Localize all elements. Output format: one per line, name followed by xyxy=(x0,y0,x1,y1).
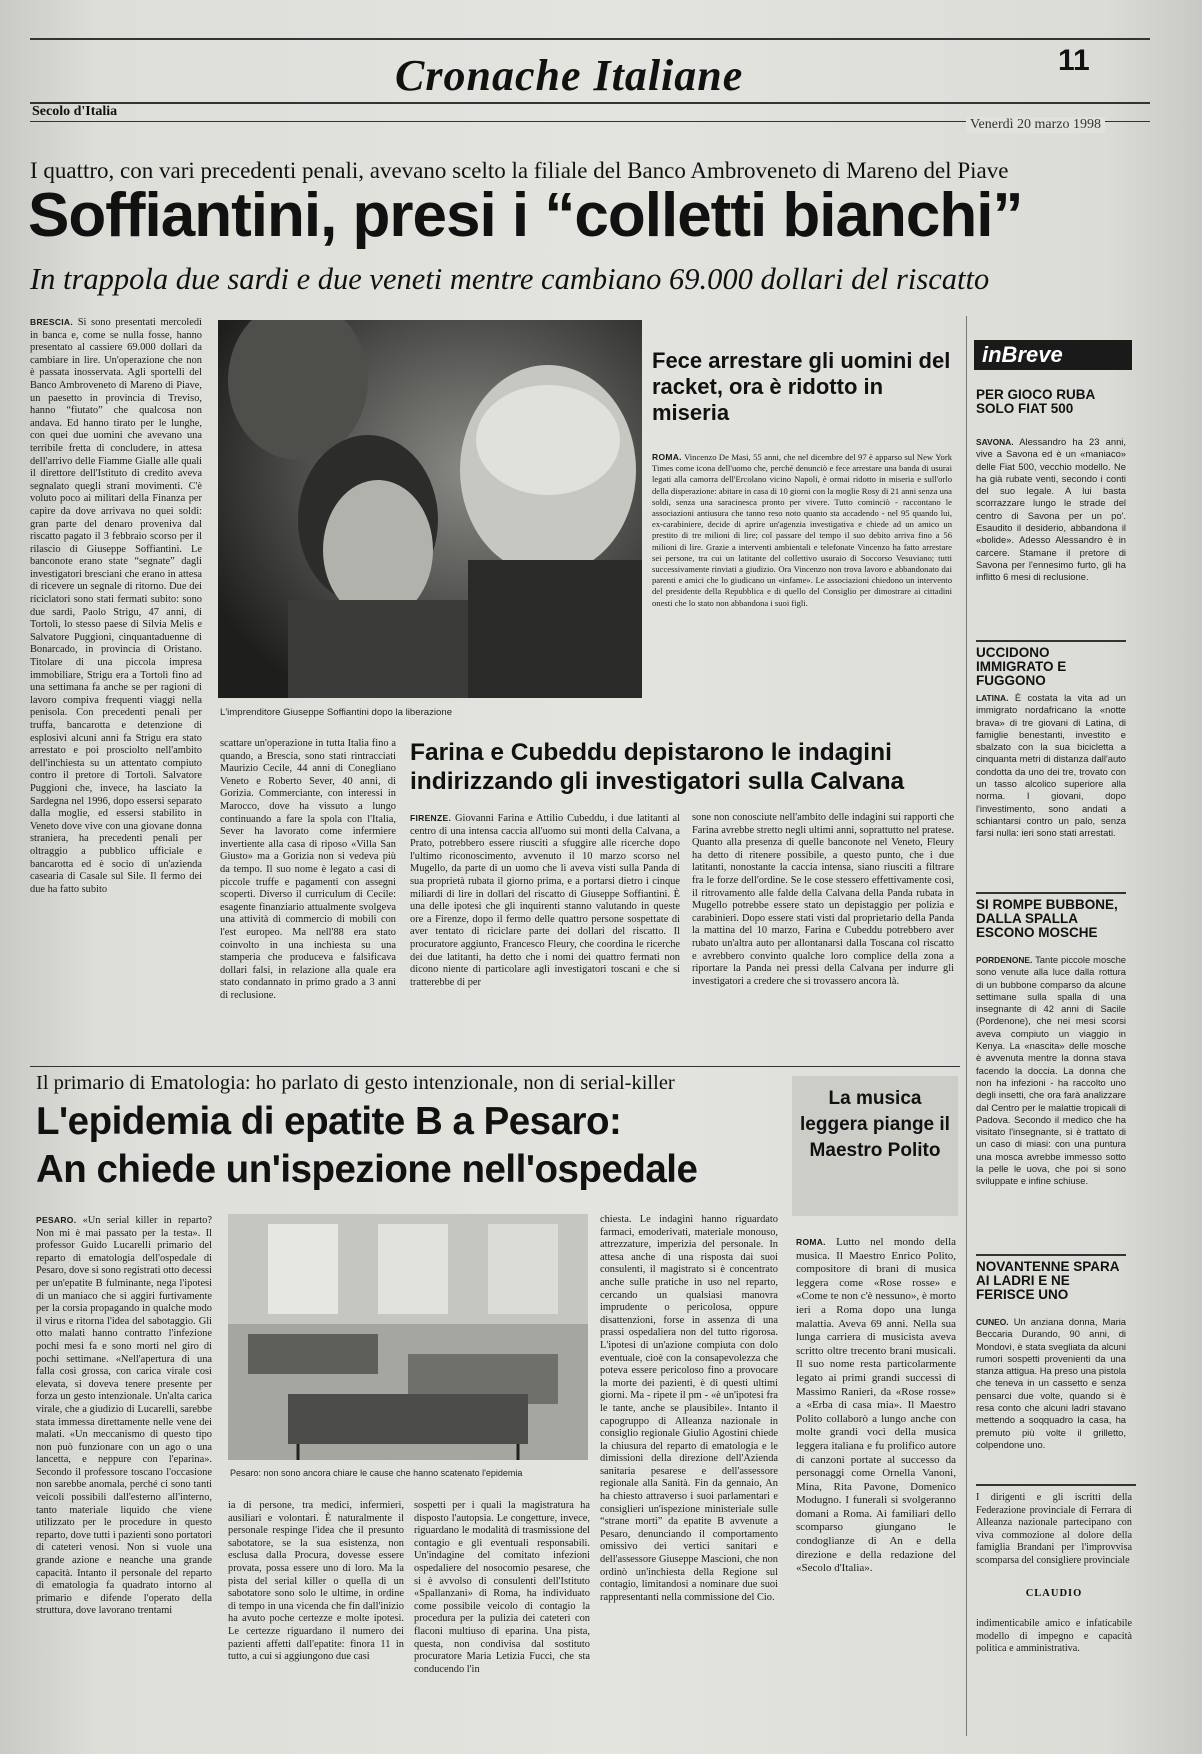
obituary-rule xyxy=(976,1484,1136,1486)
brief-3-body: Tante piccole mosche sono venute alla luce dalla rottura di un bubbone comparso da alcune settimane sulla spalla di una insegnante di 42 anni di Sacile (Pordenone), che nei mesi scorsi aveva compiuto un viaggio in Kenya. La «nascita» delle mosche è avvenuta mentre la donna stava facendo la doccia. La donna che non ha infezioni - ha raccolto uno degli insetti, che ora farà analizzare dal Centro per le malattie tropicali di Padova. Secondo il medico che ha visitato l'insegnante, si è trattato di un caso di miasi: con una puntura una mosca avrebbe immesso sotto la pelle le uova, che poi si sono sviluppate e infine schiuse. xyxy=(976,954,1126,1187)
obituary-name: CLAUDIO xyxy=(1025,1588,1083,1599)
sidebar-divider xyxy=(966,316,967,1736)
lead-column-2 xyxy=(220,738,396,1060)
epatite-headline-1: L'epidemia di epatite B a Pesaro: xyxy=(36,1100,622,1143)
brief-3-text xyxy=(976,954,1126,1246)
calvana-dateline: FIRENZE. xyxy=(410,813,452,823)
polito-text: Lutto nel mondo della musica. Il Maestro Enrico Polito, compositore di brani di musica leggera come «Rose rosse» e «Come te non c'è nessuno», è morto ieri a Roma dopo una lunga malattia. Aveva 69 anni. Nella sua lunga carriera di musicista aveva scritto oltre trecento brani musicali. Il suo nome resta particolarmente legato ai primi grandi successi di Massimo Ranieri, da «Rose rosse» a «Erba di casa mia». Il Maestro Polito collaborò a lungo anche con molte grandi voci della musica leggera italiana e fu prolifico autore di canzoni portate al successo da personaggi come Ornella Vanoni, Mina, Rita Pavone, Domenico Modugno. I funerali si svolgeranno domani a Roma. Ai familiari dello scomparso giungano le condoglianze di An e della direzione e della redazione del «Secolo d'Italia». xyxy=(796,1236,956,1575)
epatite-body-4: chiesta. Le indagini hanno riguardato farmaci, emoderivati, materiale monouso, attrezzature, imperizia del personale. In attesa anche di una risposta dai suoi consulenti, il magistrato si è concentrato anche sulle pratiche in uso nel reparto, cercando un qualsiasi manovra imprudente o pericolosa, oppure disattenzioni, forse in assenza di una prassi ospedaliera non del tutto rigorosa. L'ipotesi di un'azione compiuta con dolo eventuale, cioè con la consapevolezza che poteva essere pericoloso fino a provocare la morte dei pazienti, è di questi ultimi giorni. Ma - ripete il pm - «è un'ipotesi fra le tante, anche se plausibile». Intanto il capogruppo di Alleanza nazionale in consiglio regionale Giulio Agostini chiede la chiusura del reparto di ematologia e le dimissioni della direzione dell'Azienda sanitaria pesarese e dell'assessore regionale alla Sanità. Fin da gennaio, An ha chiesto attraverso i suoi parlamentari e consiglieri un'ispezione ministeriale sulle “strane morti” da epatite B avvenute a Pesaro, denunciando il comportamento omissivo dei vertici sanitari e dell'assessore Giuseppe Mascioni, che non ordinò un'inchiesta della Regione sul contagio, limitandosi a nominare due suoi rappresentanti nella commissione del Cio. xyxy=(600,1214,778,1603)
lead-kicker: I quattro, con vari precedenti penali, avevano scelto la filiale del Banco Ambroveneto di Mareno del Piave xyxy=(30,158,1009,183)
brief-3-title: SI ROMPE BUBBONE, DALLA SPALLA ESCONO MOSCHE xyxy=(976,897,1118,940)
lead-body-2: scattare un'operazione in tutta Italia fino a quando, a Brescia, sono stati rintracciati Maurizio Cecile, 44 anni di Conegliano Veneto e Roberto Sever, 40 anni, di Gorizia. Commerciante, con interessi in Marocco, dove ha vissuto a lungo continuando a fare la spola con l'Italia, Sever ha lavorato come infermiere invertiente alla casa di riposo «Villa San Giusto» ma a Gorizia non si vedeva più da tempo. Il suo nome è legato a casi di piccole truffe e pagamenti con assegni scoperti. Diverso il curriculum di Cecile: esagente finanziario attualmente svolgeva una attività di commercio di mobili con l'est europeo. Ma nell'88 era stato coinvolto in una inchiesta su una stamperia che produceva e falsificava dollari falsi, in relazione alla quale era stato condannato in primo grado a 3 anni di reclusione. xyxy=(220,738,396,1001)
masthead-rule-mid xyxy=(30,102,1150,104)
obituary-body-2: indimenticabile amico e infaticabile modello di impegno e capacità politica e amministrativa. xyxy=(976,1618,1132,1655)
calvana-body-2: sone non conosciute nell'ambito delle indagini sui rapporti che Farina avrebbe stretto negli ultimi anni, soprattutto nel pratese. Quanto alla presenza di quelle banconote nel Veneto, Fleury ha detto di ritenere possibile, a questo punto, che i due latitanti, nonostante la caccia intensa, siano riusciti a filtrare fra le forze dell'ordine. Se le cose stessero effettivamente così, il ritrovamento alle falde della Calvana della Panda rubata in Mugello potrebbe essere stato un depistaggio per polizia e carabinieri. Dopo essere stati visti dal proprietario della Panda la mattina del 10 marzo, Farina e Cubeddu potrebbero aver rubato un'altra auto per allontanarsi dalla Toscana col riscatto e avrebbero convinto qualche loro complice della zona a riportare la Panda nei pressi della Calvana per indurre gli investigatori a credere che si trovassero ancora là. xyxy=(692,812,954,987)
polito-body xyxy=(796,1236,956,1734)
brief-1-text xyxy=(976,436,1126,630)
obituary-text-2 xyxy=(976,1618,1132,1670)
brief-1-body: Alessandro ha 23 anni, vive a Savona ed è un «maniaco» delle Fiat 500, vecchio modello. Ne ha già rubate venti, secondo i conti del suo legale. A lui basta scorrazzare lungo le strade del centro di Savona per un po'. Esaudito il desiderio, abbandona il «bolide». Adesso Alessandro è in carcere. Stamane il pretore di Savona per l'ennesimo furto, gli ha inflitto 6 mesi di reclusione. xyxy=(976,436,1126,583)
brief-rule-1 xyxy=(976,640,1126,642)
epatite-body-2: ia di persone, tra medici, infermieri, ausiliari e volontari. È naturalmente il personale respinge l'idea che il presunto sabotatore, se la sua esistenza, non esclusa dalla Procura, dovesse essere provata, possa essere uno di loro. Ma la pista del serial killer o quella di un sabotatore sono solo le ultime, in ordine di tempo in una vicenda che fin dall'inizio ha avuto poche certezze e molte ipotesi. Le certezze riguardano il numero dei pazienti affetti dall'epatite: finora 11 in tutto, a cui si aggiungono due casi xyxy=(228,1500,404,1663)
polito-dateline: ROMA. xyxy=(796,1237,826,1247)
epatite-column-4 xyxy=(600,1214,778,1734)
lead-body-1: Si sono presentati mercoledì in banca e, come se nulla fosse, hanno presentato al cassiere 69.000 dollari da cambiare in lire. Un'operazione che non è passata inosservata. Agli sportelli del Banco Ambroveneto di Mareno di Piave, un paesetto in provincia di Treviso, hanno “fiutato” che qualcosa non andava. Ed hanno tirato per le lunghe, con quei due uomini che avevano una terribile fretta di concludere, in attesa dell'arrivo delle Fiamme Gialle alle quali il direttore dell'Istituto di credito aveva segnalato quegli strani movimenti. C'è voluto poco ai militari della Finanza per capire da dove arrivava no quei soldi: gran parte del denaro proveniva dal riscatto pagato il 3 febbraio scorso per il rilascio di Giuseppe Soffiantini. Le banconote erano state “segnate” dagli investigatori bresciani che erano in attesa di ricevere un segnale di ritorno. Due dei riciclatori sono stati fermati subito: sono due sardi, Paolo Strigu, 47 anni, di Tortolì, lo stesso paese di Silvia Melis e Salvatore Puggioni, cinquantaduenne di Bonarcado, in provincia di Oristano. Titolare di una piccola impresa immobiliare, Strigu era a Tortolì fino ad una settimana fa anche se per ragioni di lavoro compiva frequenti viaggi nella penisola. Con precedenti penali per truffa, bancarotta e detenzione di esplosivi alcuni anni fa Strigu era stato arrestato e poi prosciolto nell'ambito dell'inchiesta su un attentato compiuto contro il pretore di Tortolì. Salvatore Puggioni che, invece, ha lasciato la Sardegna nel 1996, dopo essersi separato dalla moglie, ed essersi stabilito in Veneto dove vive con una giovane donna straniera, ha precedenti penali per oltraggio a pubblico ufficiale e bancarotta ed è socio di un'azienda casearia di Casale sul Sile. Il fermo dei due ha fatto subito xyxy=(30,317,202,895)
calvana-headline: Farina e Cubeddu depistarono le indagini indirizzando gli investigatori sulla Calvana xyxy=(410,739,905,795)
lead-headline: Soffiantini, presi i “colletti bianchi” xyxy=(28,181,1023,250)
issue-date: Venerdì 20 marzo 1998 xyxy=(966,117,1105,133)
lead-column-1 xyxy=(30,316,202,1060)
soffiantini-caption: L'imprenditore Giuseppe Soffiantini dopo la liberazione xyxy=(220,707,453,718)
brief-rule-2 xyxy=(976,892,1126,894)
epatite-kicker: Il primario di Ematologia: ho parlato di gesto intenzionale, non di serial-killer xyxy=(36,1072,675,1094)
brief-1-dateline: SAVONA. xyxy=(976,437,1014,447)
soffiantini-photo-image xyxy=(218,320,642,698)
soffiantini-photo xyxy=(218,320,642,698)
epatite-column-2 xyxy=(228,1500,404,1734)
obituary-text xyxy=(976,1492,1132,1582)
brief-2-text xyxy=(976,692,1126,882)
racket-dateline: ROMA. xyxy=(652,452,682,462)
polito-headline: La musica leggera piange il Maestro Polito xyxy=(800,1088,950,1161)
brief-rule-3 xyxy=(976,1254,1126,1256)
section-divider xyxy=(30,1066,960,1067)
epatite-body-3: sospetti per i quali la magistratura ha disposto l'autopsia. Le congetture, invece, riguardano le modalità di trasmissione del contagio e gli eventuali responsabili. Un'indagine del comitato infezioni ospedaliere del nosocomio pesarese, che si è avvolso di consulenti dell'Istituto «Spallanzani» di Roma, ha individuato come possibile veicolo di contagio la procedura per la pulizia dei cateteri con flaconi multiuso di eparina. Una pista, questa, non condivisa dal sostituto procuratore Maria Letizia Fucci, che sta conducendo l'in xyxy=(414,1500,590,1675)
calvana-column-1 xyxy=(410,812,680,1060)
epatite-headline-2: An chiede un'ispezione nell'ospedale xyxy=(36,1148,698,1191)
obituary-body: I dirigenti e gli iscritti della Federazione provinciale di Ferrara di Alleanza nazionale partecipano con viva commozione al dolore della famiglia Brandani per l'improvvisa scomparsa del consigliere provinciale xyxy=(976,1492,1132,1566)
brief-2-dateline: LATINA. xyxy=(976,693,1009,703)
brief-4-title: NOVANTENNE SPARA AI LADRI E NE FERISCE UNO xyxy=(976,1259,1120,1302)
brief-3-dateline: PORDENONE. xyxy=(976,955,1033,965)
in-breve-banner: inBreve xyxy=(974,340,1132,370)
brief-2-body: È costata la vita ad un immigrato nordafricano la «notte brava» di tre giovani di Latina, di famiglie benestanti, investito e sbalzato con la sua bicicletta a cinquanta metri di distanza dall'auto condotta da uno dei tre, trovato con un tasso alcolico superiore alla norma. I giovani, dopo l'investimento, sono andati a schiantarsi contro un palo, senza farsi nulla: ieri sono stati arrestati. xyxy=(976,692,1126,839)
epatite-body-1: «Un serial killer in reparto? Non mi è mai passato per la testa». Il professor Guido Lucarelli primario del reparto di ematologia dell'ospedale di Pesaro, dove si sono registrati otto decessi per un'epatite B fulminante, nega l'ipotesi di un maniaco che si aggiri furtivamente per la corsia propagando in qualche modo il virus e ritorna l'idea del sabotaggio. Gli otto malati hanno contratto l'infezione pochi mesi fa e sono morti nel giro di pochi settimane. «Nell'apertura di una falla così grossa, con carica virale così elevata, si doveva tenere presente per forza un gesto intenzionale. Un'alta carica virale, che a giudizio di Lucarelli, sarebbe stata immessa direttamente nelle vene dei malati. «Un meccanismo di questo tipo non può funzionare con un ago o una lancetta, e neppure con l'eparina». Secondo il professore toscano l'occasione non sarebbe anomala, perché ci sono tanti veicoli possibili dall'esterno all'interno, tanto materiale liquido che viene utilizzato per le procedure in questo reparto, dove tutti i pazienti sono portatori di cateteri venosi. Non si vuole una grande azione e neanche una grande capacità. Intanto il personale del reparto di ematologia fa quadrato intorno al primario e difende l'operato della struttura, dove lavorano trentami xyxy=(36,1215,212,1617)
brief-4-text xyxy=(976,1316,1126,1474)
brief-4-dateline: CUNEO. xyxy=(976,1317,1009,1327)
epatite-dateline: PESARO. xyxy=(36,1215,77,1225)
lead-subhead: In trappola due sardi e due veneti mentre cambiano 69.000 dollari del riscatto xyxy=(30,262,990,296)
section-title: Cronache Italiane xyxy=(395,51,744,100)
lead-dateline: BRESCIA. xyxy=(30,317,74,327)
brief-4-body: Un anziana donna, Maria Beccaria Durando, 90 anni, di Mondovì, è stata svegliata da alcuni rumori sospetti provenienti da una stanza attigua. Ha preso una pistola che teneva in un cassetto e senza pensarci due volte, quando si è resa conto che alcuni ladri stavano mettendo a soqquadro la casa, ha premuto più volte il grilletto, colpendone uno. xyxy=(976,1316,1126,1450)
masthead-rule-top xyxy=(30,38,1150,40)
racket-body xyxy=(652,452,952,696)
paper-name: Secolo d'Italia xyxy=(32,104,118,119)
epatite-column-3 xyxy=(414,1500,590,1734)
brief-2-title: UCCIDONO IMMIGRATO E FUGGONO xyxy=(976,645,1067,688)
page-number: 11 xyxy=(1058,44,1090,77)
racket-headline: Fece arrestare gli uomini del racket, ora è ridotto in miseria xyxy=(652,348,951,425)
brief-1-title: PER GIOCO RUBA SOLO FIAT 500 xyxy=(976,387,1095,416)
calvana-body-1: Giovanni Farina e Attilio Cubeddu, i due latitanti al centro di una intensa caccia all'uomo sui monti della Calvana, a Prato, potrebbero essere riusciti a sfuggire alle ricerche dopo l'ultimo riconoscimento, avvenuto il 10 marzo scorso nel Mugello, da parte di un uomo che li aveva visti sulla Panda di sua proprietà rubata il giorno prima, e a portarsi dietro i cinque miliardi di lire in dollari del riscatto di Giuseppe Soffiantini. È una delle ipotesi che gli inquirenti stanno valutando in queste ore a Firenze, dopo il fermo delle quattro persone sospettate di aver tentato di riciclare parte dei dollari del riscatto. Il procuratore aggiunto, Francesco Fleury, che coordina le ricerche dei due latitanti, ha detto che i nomi dei quattro fermati non dicono niente di particolare agli investigatori toscani e che si tratterebbe di per xyxy=(410,813,680,988)
hospital-photo xyxy=(228,1214,588,1460)
hospital-caption: Pesaro: non sono ancora chiare le cause che hanno scatenato l'epidemia xyxy=(230,1468,523,1478)
racket-text: Vincenzo De Masi, 55 anni, che nel dicembre del 97 è apparso sul New York Times come icona dell'uomo che, perché denunciò e fece arrestare una banda di usurai legati alla camorra dell'Ercolano vicino Napoli, è ormai ridotto in miseria e sull'orlo della disperazione: abitare in casa di 10 giorni con la moglie Rosy di 21 anni senza una soldi, senza una saracinesca pronto per vivere. Tutto cominciò - raccontano le associazioni antiusura che tanno reso noto quanto sta accadendo - nel 95 quando lui, ex-carabiniere, decide di aprire un'agenzia investigativa e chiede ad un amico un prestito di tre milioni di lire; col passare del tempo il suo debito arriva fino a 56 milioni di lire. Grazie a interventi ambientali e telefonate Vincenzo ha fatto arrestare sei persone, tra cui un latitante del collettivo usuraio di Soccorso Vesuviano; tutti successivamente rinviati a giudizio. Ora Vincenzo non trova lavoro e abbandonato dai parenti e amici che lo giudicano un «infame». Le associazioni chiedono un intervento del presidente della Repubblica e di quello del Consiglio per dimostrare ai cittadini onesti che lo stato non abbandona i suoi figli. xyxy=(652,452,952,608)
hospital-photo-image xyxy=(228,1214,588,1460)
epatite-column-1 xyxy=(36,1214,212,1734)
calvana-column-2 xyxy=(692,812,954,1060)
